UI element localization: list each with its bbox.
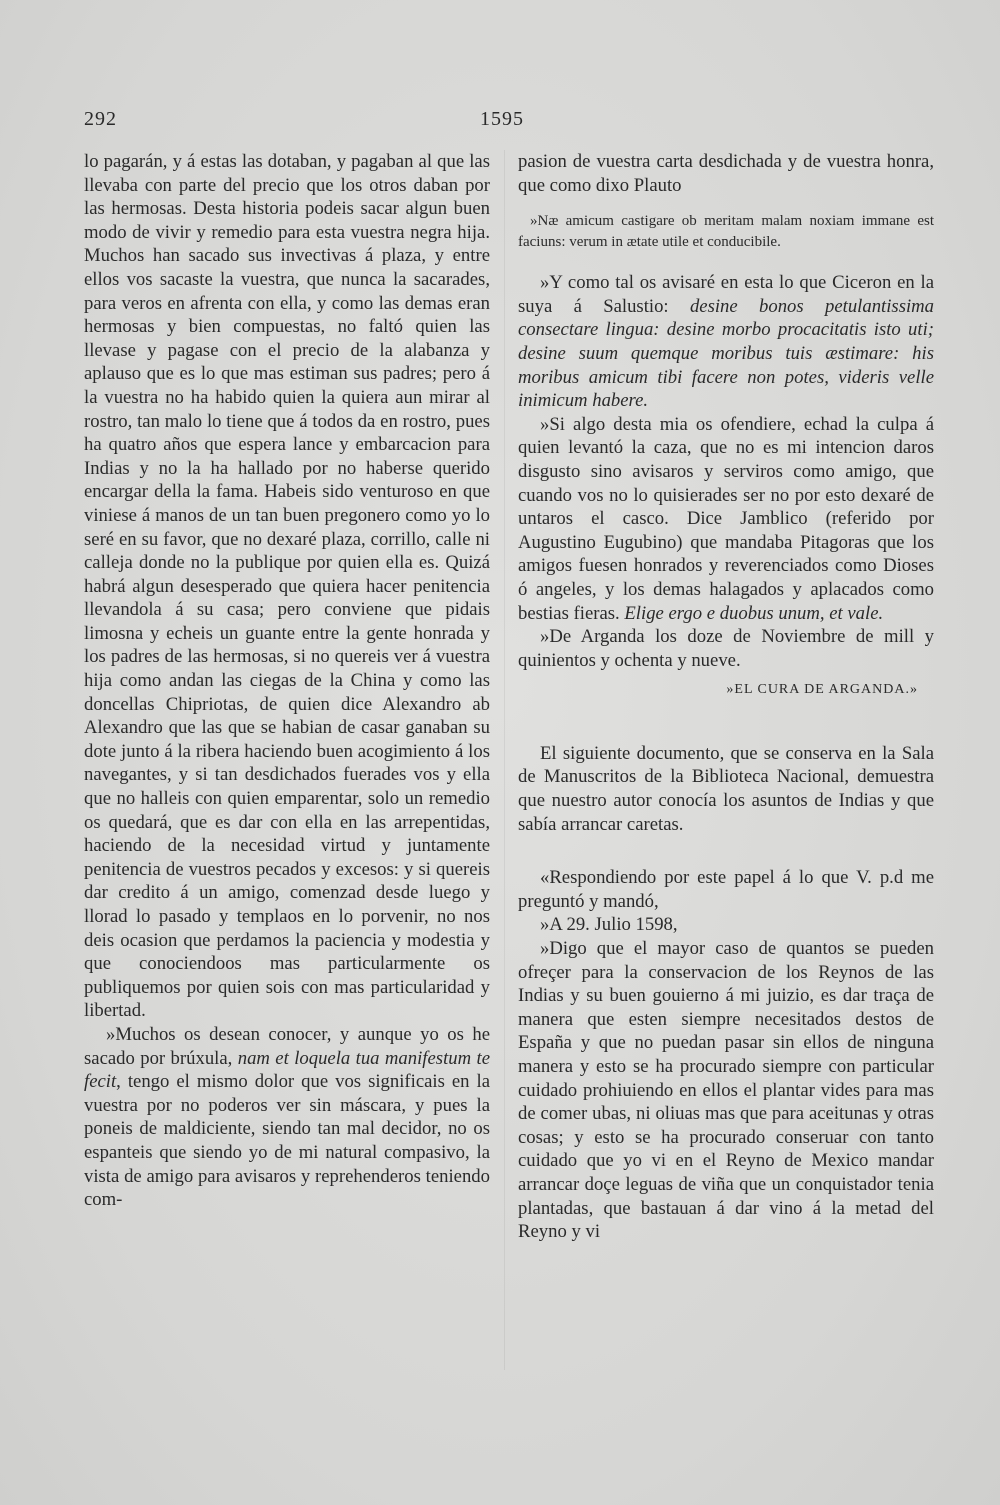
signature: »EL CURA DE ARGANDA.» [726,682,918,698]
right-paragraph-2-text: »Y como tal os avisaré en esta lo que Ciceron en la suya á Salustio: [518,272,934,317]
right-paragraph-6: «Respondiendo por este papel á lo que V. p.d me preguntó y mandó, [518,867,934,912]
running-head: 1595 [480,108,524,130]
right-column [518,150,934,1244]
right-paragraph-8: »Digo que el mayor caso de quantos se pueden ofreçer para la conservacion de los Reynos de las Indias y su buen gouierno á mi juizio, es dar traça de manera que esten siempre necesitados destos de España y que no puedan pasar sin ellos de ninguna manera y esto se ha procurado siempre con particular cuidado prohiuiendo en ellos el plantar vides para mas de comer ubas, ni oliuas mas que para aceitunas y otras cosas; y esto se ha procurado conseruar con tanto cuidado que yo vi en el Reyno de Mexico mandar arrancar doçe leguas de viña que un conquistador tenia plantadas, que bastauan á dar vino á la metad del Reyno y vi [518,938,934,1243]
left-paragraph-2-text-b: , tengo el mismo dolor que vos significais en la vuestra por no poderos ver sin máscara, y pues la poneis de maldiciente, siendo tan mal decidor, no os espanteis que siendo yo de mi natural compasivo, la vista de amigo para avisaros y reprehenderos teniendo com- [84,1071,490,1211]
left-paragraph-1: lo pagarán, y á estas las dotaban, y pagaban al que las llevaba con parte del precio que los otros daban por las hermosas. Desta historia podeis sacar algun buen modo de vivir y remedio para esta vuestra negra hija. Muchos han sacado sus invectivas á plaza, y entre ellos vos sacaste la vuestra, que nunca la sacarades, para veros en afrenta con ella, y como las demas eran hermosas y bien compuestas, no faltó quien las llevase y pagase con el precio de la alabanza y aplauso que es lo que mas estiman sus padres; pero á la vuestra no ha habido quien la quiera aun mirar al rostro, tan malo lo tiene que á todos da en rostro, pues ha quatro años que espera lance y embarcacion para Indias y no la ha hallado por no haberse querido encargar della la fama. Habeis sido venturoso en que viniese á manos de un tan buen pregonero como yo lo seré en su favor, que no dexaré plaza, corrillo, calle ni calleja donde no la publique por quien ella es. Quizá habrá algun desesperado que quiera hacer penitencia llevandola á su casa; pero conviene que pidais limosna y echeis un guante entre la gente honrada y los padres de las hermosas, si no quereis ver á vuestra hija como andan las ciegas de la China y como las doncellas Chipriotas, de quien dice Alexandro ab Alexandro que las que se habian de casar ganaban su dote junto á la ribera haciendo buen acogimiento á los navegantes, y si tan desdichados fuerades vos y ella que no halleis con quien emparentar, solo un remedio os quedará, que es dar con ella en las arrepentidas, haciendo de la necesidad virtud y juntamente penitencia de vuestros pecados y excesos: y si quereis dar credito á un amigo, comenzad desde luego y llorad lo pasado y templaos en lo porvenir, no nos deis ocasion que perdamos la paciencia y modestia y que conociendoos mas particularmente os publiquemos por quien sois con mas particularidad y libertad. [84,151,490,1022]
page-number: 292 [84,108,117,130]
left-column [84,150,490,1212]
right-paragraph-2 [518,271,934,413]
plauto-quote: »Næ amicum castigare ob meritam malam noxiam immane est faciuns: verum in ætate utile et conducibile. [518,213,934,251]
right-paragraph-1: pasion de vuestra carta desdichada y de vuestra honra, que como dixo Plauto [518,151,934,196]
left-paragraph-2 [84,1023,490,1212]
right-paragraph-3-latin: Elige ergo e duobus unum, et vale. [624,602,884,624]
right-paragraph-4: »De Arganda los doze de Noviembre de mill y quinientos y ochenta y nueve. [518,626,934,671]
right-paragraph-3-text: »Si algo desta mia os ofendiere, echad la culpa á quien levantó la caza, que no es mi intencion daros disgusto sino avisaros y serviros como amigo, que cuando vos no lo quisierades ser no por esto dexaré de untaros el casco. Dice Jamblico (referido por Augustino Eugubino) que mandaba Pitagoras que los amigos fuesen honrados y reverenciados como Dioses ó angeles, y los demas halagados y aplacados como bestias fieras. [518,413,934,624]
right-paragraph-3 [518,413,934,625]
right-paragraph-5: El siguiente documento, que se conserva en la Sala de Manuscritos de la Biblioteca Nacional, demuestra que nuestro autor conocía los asuntos de Indias y que sabía arrancar caretas. [518,742,934,835]
column-divider [504,150,505,1370]
right-paragraph-7: »A 29. Julio 1598, [540,914,678,936]
left-paragraph-2-text-a: »Muchos os desean conocer, y aunque yo os he sacado por brúxula, [84,1023,490,1069]
ciceron-quote: desine bonos petulantissima consectare lingua: desine morbo procacitatis isto uti; desine suum quemque moribus tuis æstimare: his moribus amicum tibi facere non potes, videris velle inimicum habere. [518,295,935,412]
left-paragraph-2-latin: nam et loquela tua manifestum te fecit [84,1047,490,1093]
